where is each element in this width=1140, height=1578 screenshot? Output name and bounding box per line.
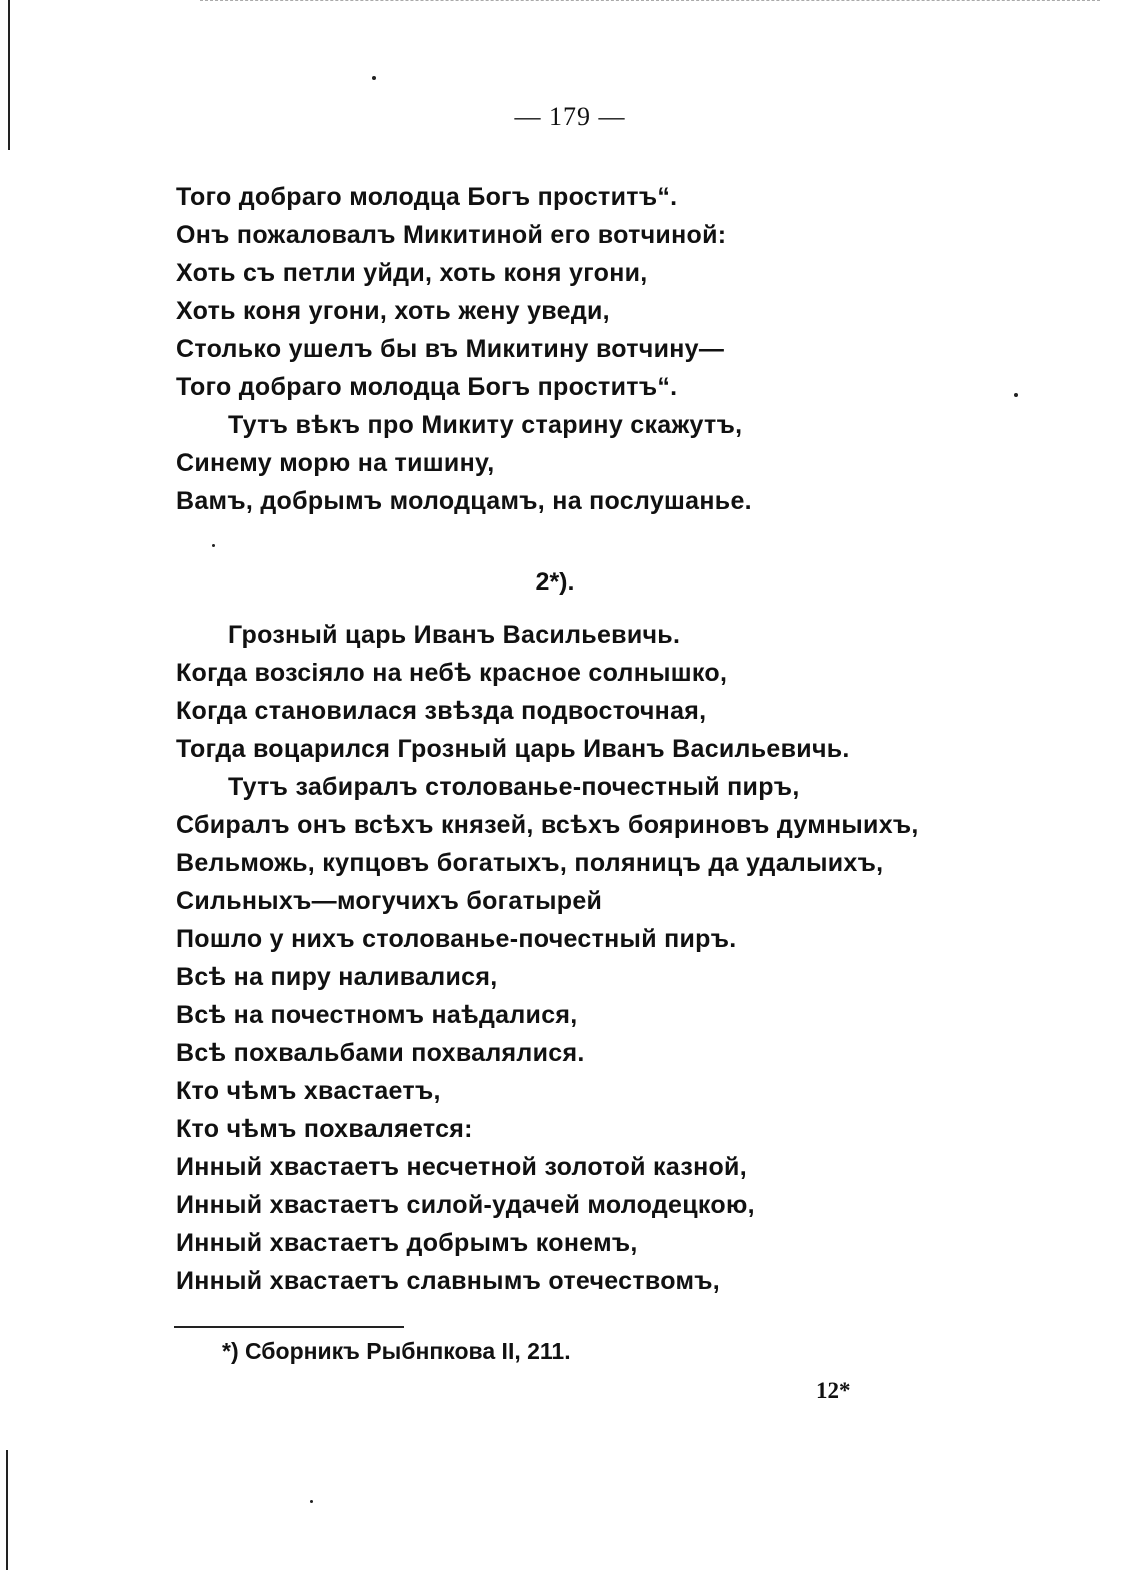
- verse-line: Тутъ вѣкъ про Микиту старину скажутъ,: [228, 411, 743, 439]
- scan-speck: [372, 76, 376, 80]
- verse-line: Инный хвастаетъ добрымъ конемъ,: [176, 1229, 638, 1257]
- verse-line: Онъ пожаловалъ Микитиной его вотчиной:: [176, 221, 727, 249]
- verse-line: Всѣ на почестномъ наѣдалися,: [176, 1001, 578, 1029]
- section-number: 2*).: [535, 568, 575, 596]
- verse-line: Того добраго молодца Богъ проститъ“.: [176, 183, 678, 211]
- stanza-1: [176, 178, 752, 520]
- verse-line: Всѣ похвальбами похвалялися.: [176, 1039, 585, 1067]
- verse-line: Пошло у нихъ столованье-почестный пиръ.: [176, 925, 737, 953]
- footnote: *) Сборникъ Рыбнпкова II, 211.: [222, 1338, 571, 1364]
- footnote-divider: [174, 1326, 404, 1328]
- verse-line: Инный хвастаетъ славнымъ отечествомъ,: [176, 1267, 721, 1295]
- stanza-2: [176, 616, 919, 1300]
- verse-line: Того добраго молодца Богъ проститъ“.: [176, 373, 678, 401]
- verse-line: Грозный царь Иванъ Васильевичь.: [228, 621, 681, 649]
- verse-line: Вельможь, купцовъ богатыхъ, поляницъ да удалыихъ,: [176, 849, 884, 877]
- scan-edge-mark: [6, 1450, 8, 1570]
- verse-line: Тутъ забиралъ столованье-почестный пиръ,: [228, 773, 800, 801]
- verse-line: Вамъ, добрымъ молодцамъ, на послушанье.: [176, 487, 752, 515]
- verse-line: Всѣ на пиру наливалися,: [176, 963, 498, 991]
- verse-line: Кто чѣмъ хвастаетъ,: [176, 1077, 441, 1105]
- verse-line: Кто чѣмъ похваляется:: [176, 1115, 473, 1143]
- signature-mark: 12*: [816, 1378, 851, 1403]
- scan-top-rule: [200, 0, 1100, 2]
- scan-speck: [1014, 393, 1018, 397]
- verse-line: Столько ушелъ бы въ Микитину вотчину—: [176, 335, 725, 363]
- verse-line: Хоть съ петли уйди, хоть коня угони,: [176, 259, 648, 287]
- verse-line: Хоть коня угони, хоть жену уведи,: [176, 297, 610, 325]
- verse-line: Инный хвастаетъ несчетной золотой казной,: [176, 1153, 747, 1181]
- verse-line: Когда становилася звѣзда подвосточная,: [176, 697, 707, 725]
- page-number: — 179 —: [514, 102, 626, 131]
- verse-line: Сбиралъ онъ всѣхъ князей, всѣхъ бояриновъ думныихъ,: [176, 811, 919, 839]
- verse-line: Сильныхъ—могучихъ богатырей: [176, 887, 603, 915]
- verse-line: Тогда воцарился Грозный царь Иванъ Васильевичь.: [176, 735, 850, 763]
- verse-line: Синему морю на тишину,: [176, 449, 495, 477]
- scan-speck: [310, 1500, 313, 1503]
- verse-line: Инный хвастаетъ силой-удачей молодецкою,: [176, 1191, 755, 1219]
- verse-line: Когда возсіяло на небѣ красное солнышко,: [176, 659, 728, 687]
- scan-speck: [212, 544, 215, 547]
